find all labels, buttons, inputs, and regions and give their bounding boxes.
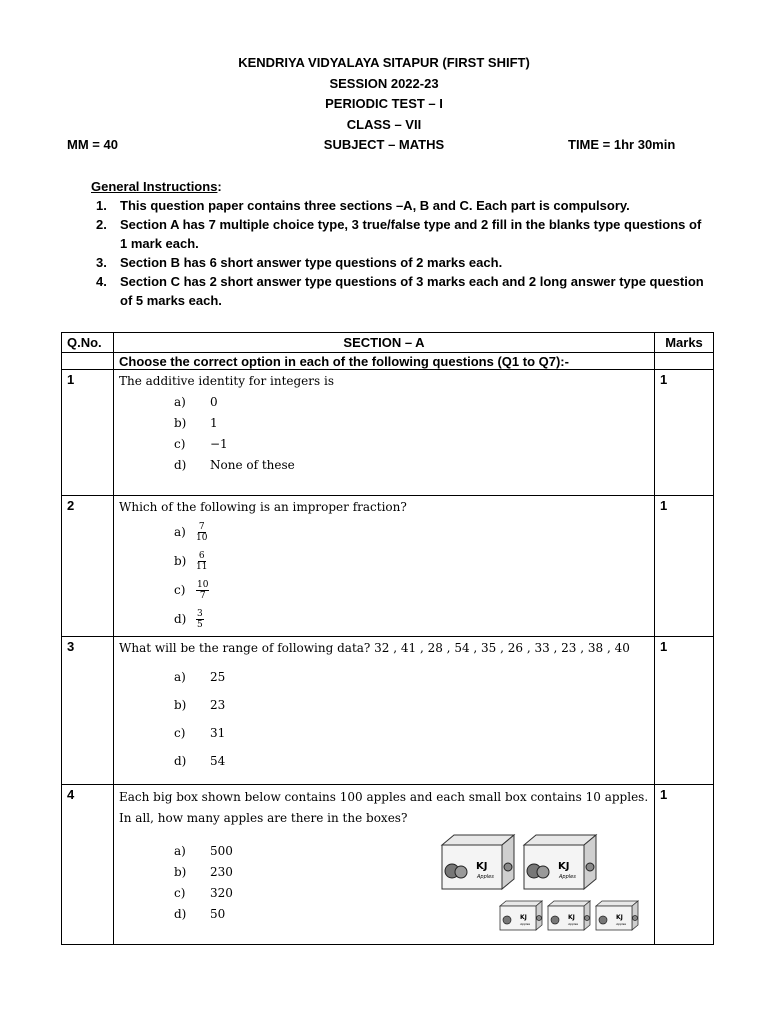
question-text: The additive identity for integers is [119,374,334,388]
option [174,392,649,413]
fraction-numerator: 7 [198,522,205,532]
option-text: 50 [210,907,226,921]
question-cell [114,496,655,637]
option-text: 54 [210,754,226,768]
fraction-denominator: 11 [196,562,208,572]
question-number: 3 [62,637,114,785]
option-label: b) [174,416,187,430]
option-text: 31 [210,726,226,740]
option-text: 1 [210,416,218,430]
school-name: KENDRIYA VIDYALAYA SITAPUR (FIRST SHIFT) [238,55,530,70]
question-marks: 1 [655,496,714,637]
instruction-text: Section C has 2 short answer type questions of 3 marks each and 2 long answer type question of 5 marks each. [120,274,704,308]
box-sublabel: Apples [559,874,576,880]
fraction [196,522,207,543]
instruction-number: 2. [96,217,107,232]
option [174,605,649,634]
box-label: KJ [476,861,488,872]
option-label: a) [174,670,186,684]
box-sublabel: Apples [616,922,627,926]
option-label: a) [174,844,186,858]
option-text: 320 [210,886,233,900]
instruction-number: 4. [96,274,107,289]
option-label: b) [174,865,187,879]
box-sublabel: Apples [477,874,494,880]
option-text: None of these [210,458,295,472]
options-list [174,663,649,775]
instruction-item [96,272,706,310]
small-box [548,901,590,930]
table-row [62,637,714,785]
option-text: 25 [210,670,226,684]
fraction-numerator: 10 [197,580,209,590]
instruction-item [96,215,706,253]
col-marks-header: Marks [655,333,714,353]
option-label: d) [174,754,187,768]
box-sublabel: Apples [568,922,579,926]
option-label: d) [174,907,187,921]
question-cell [114,785,655,945]
options-list [174,392,649,476]
option [174,547,649,576]
question-number: 2 [62,496,114,637]
question-cell [114,370,655,496]
instruction-item [96,253,706,272]
session: SESSION 2022-23 [329,76,439,91]
question-number: 1 [62,370,114,496]
option-label: a) [174,395,186,409]
option-label: c) [174,437,186,451]
fraction [196,609,204,630]
subject: SUBJECT – MATHS [323,137,445,152]
empty-cell [62,353,114,370]
option [174,576,649,605]
option-text: 23 [210,698,226,712]
section-instruction: Choose the correct option in each of the following questions (Q1 to Q7):- [114,353,655,370]
table-row [62,496,714,637]
option [174,719,649,747]
box-sublabel: Apples [520,922,531,926]
option [174,455,649,476]
option-label: c) [174,886,186,900]
instruction-number: 3. [96,255,107,270]
box-label: KJ [616,914,623,921]
question-cell [114,637,655,785]
question-text: Which of the following is an improper fraction? [119,500,407,514]
table-row [62,370,714,496]
instruction-number: 1. [96,198,107,213]
time: TIME = 1hr 30min [568,137,676,152]
option [174,518,649,547]
question-text: What will be the range of following data? 32 , 41 , 28 , 54 , 35 , 26 , 33 , 23 , 38 , 40 [119,641,630,655]
question-marks: 1 [655,370,714,496]
option-label: c) [174,583,186,597]
max-marks: MM = 40 [67,137,118,152]
question-number: 4 [62,785,114,945]
table-row [62,785,714,945]
option [174,663,649,691]
instruction-item [96,196,706,215]
fraction-denominator: 7 [199,591,206,601]
col-qno-header: Q.No. [62,333,114,353]
small-box [500,901,542,930]
option [174,747,649,775]
instructions-list [96,196,706,310]
instruction-row [62,353,714,370]
option-text: 0 [210,395,218,409]
instruction-text: Section A has 7 multiple choice type, 3 true/false type and 2 fill in the blanks type questions of 1 mark each. [120,217,702,251]
big-box [442,835,514,889]
class-name: CLASS – VII [346,117,422,132]
fraction-denominator: 5 [197,620,203,630]
option-text: −1 [210,437,228,451]
option-label: d) [174,458,187,472]
test-name: PERIODIC TEST – I [325,96,443,111]
option [174,413,649,434]
fraction [196,580,209,601]
option-label: b) [174,554,187,568]
options-list [174,518,649,634]
question-text: Each big box shown below contains 100 apples and each small box contains 10 apples. In all, how many apples are there in the boxes? [119,790,649,825]
option-text: 230 [210,865,233,879]
box-label: KJ [520,914,527,921]
question-marks: 1 [655,637,714,785]
instruction-text: Section B has 6 short answer type questions of 2 marks each. [120,255,503,270]
small-box [596,901,638,930]
option [174,691,649,719]
fraction-numerator: 3 [197,609,203,619]
option [174,434,649,455]
questions-table [61,332,714,945]
apple-boxes-illustration [436,831,646,939]
empty-cell [655,353,714,370]
question-marks: 1 [655,785,714,945]
option-label: d) [174,612,187,626]
option-label: c) [174,726,186,740]
table-header-row [62,333,714,353]
col-section-header: SECTION – A [114,333,655,353]
instruction-text: This question paper contains three sections –A, B and C. Each part is compulsory. [120,198,630,213]
fraction [196,551,207,572]
instructions-title-text: General Instructions [91,179,218,194]
fraction-numerator: 6 [198,551,205,561]
instructions-title-suffix: : [217,179,222,194]
box-label: KJ [558,861,570,872]
option-label: b) [174,698,187,712]
instructions-title [91,179,222,194]
big-box [524,835,596,889]
option-text: 500 [210,844,233,858]
fraction-denominator: 10 [196,533,208,543]
box-label: KJ [568,914,575,921]
option-label: a) [174,525,186,539]
